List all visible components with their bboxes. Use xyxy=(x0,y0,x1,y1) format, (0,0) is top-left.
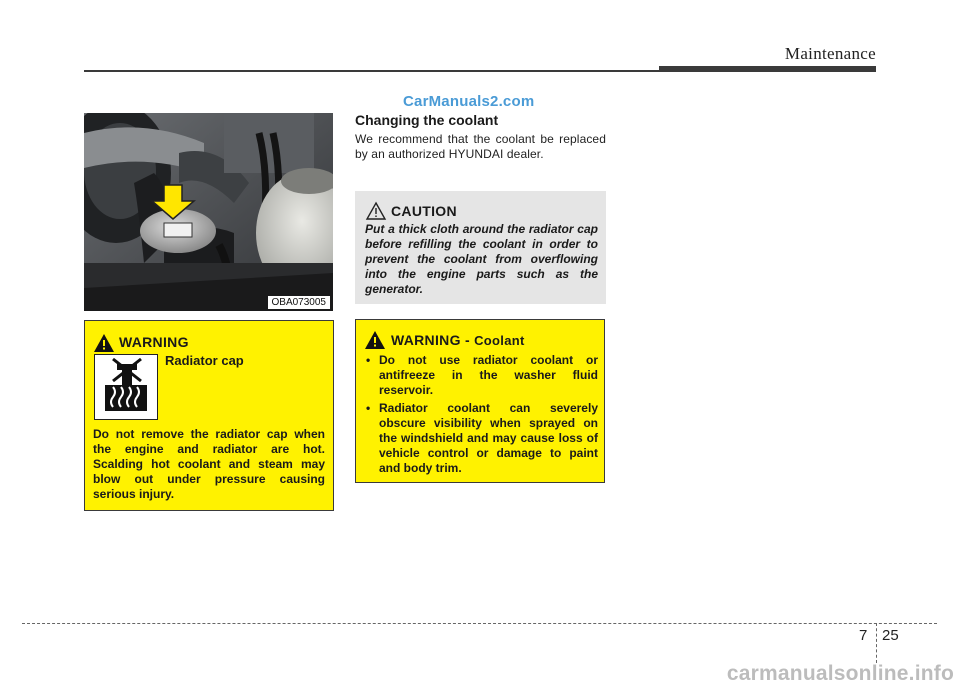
warning-bullet-list xyxy=(364,353,598,479)
warning-subtitle: Radiator cap xyxy=(165,353,244,368)
hot-radiator-icon xyxy=(94,354,158,420)
engine-bay-illustration xyxy=(84,113,333,311)
caution-text: Put a thick cloth around the radiator cap before refilling the coolant in order to prevent the coolant from overflowing into the engine parts such as the generator. xyxy=(365,222,598,296)
warning-radiator-text: Do not remove the radiator cap when the engine and radiator are hot. Scalding hot coolant and steam may blow out under pressure causing serious injury. xyxy=(93,427,325,501)
warning-triangle-icon xyxy=(364,330,386,350)
engine-bay-photo xyxy=(84,113,333,311)
list-item: • Radiator coolant can severely obscure visibility when sprayed on the windshield and may cause loss of vehicle control or damage to paint and body trim. xyxy=(364,401,598,476)
section-body: We recommend that the coolant be replaced by an authorized HYUNDAI dealer. xyxy=(355,132,606,161)
chapter-number: 7 xyxy=(859,627,868,644)
caution-triangle-icon xyxy=(365,201,387,221)
footer-rule xyxy=(22,623,937,624)
section-header-title: Maintenance xyxy=(784,44,876,63)
section-title: Changing the coolant xyxy=(355,112,499,128)
header-rule xyxy=(84,70,659,72)
warning-radiator-cap-box xyxy=(84,320,334,511)
list-item: • Do not use radiator coolant or antifreeze in the washer fluid reservoir. xyxy=(364,353,598,398)
page-number: 25 xyxy=(882,627,899,644)
warning-subtitle: Coolant xyxy=(474,333,525,348)
warning-coolant-box xyxy=(355,319,605,483)
caution-box xyxy=(355,191,606,304)
warning-coolant-title xyxy=(391,332,525,348)
figure-code: OBA073005 xyxy=(268,296,331,309)
caution-title: CAUTION xyxy=(391,203,457,219)
footer-divider xyxy=(876,623,877,663)
warning-triangle-icon xyxy=(93,333,115,353)
warning-label: WARNING - xyxy=(391,332,475,348)
watermark-top[interactable]: CarManuals2.com xyxy=(403,93,535,110)
watermark-bottom[interactable]: carmanualsonline.info xyxy=(726,662,954,685)
warning-title: WARNING xyxy=(119,334,189,350)
header-rule-accent xyxy=(659,66,876,72)
